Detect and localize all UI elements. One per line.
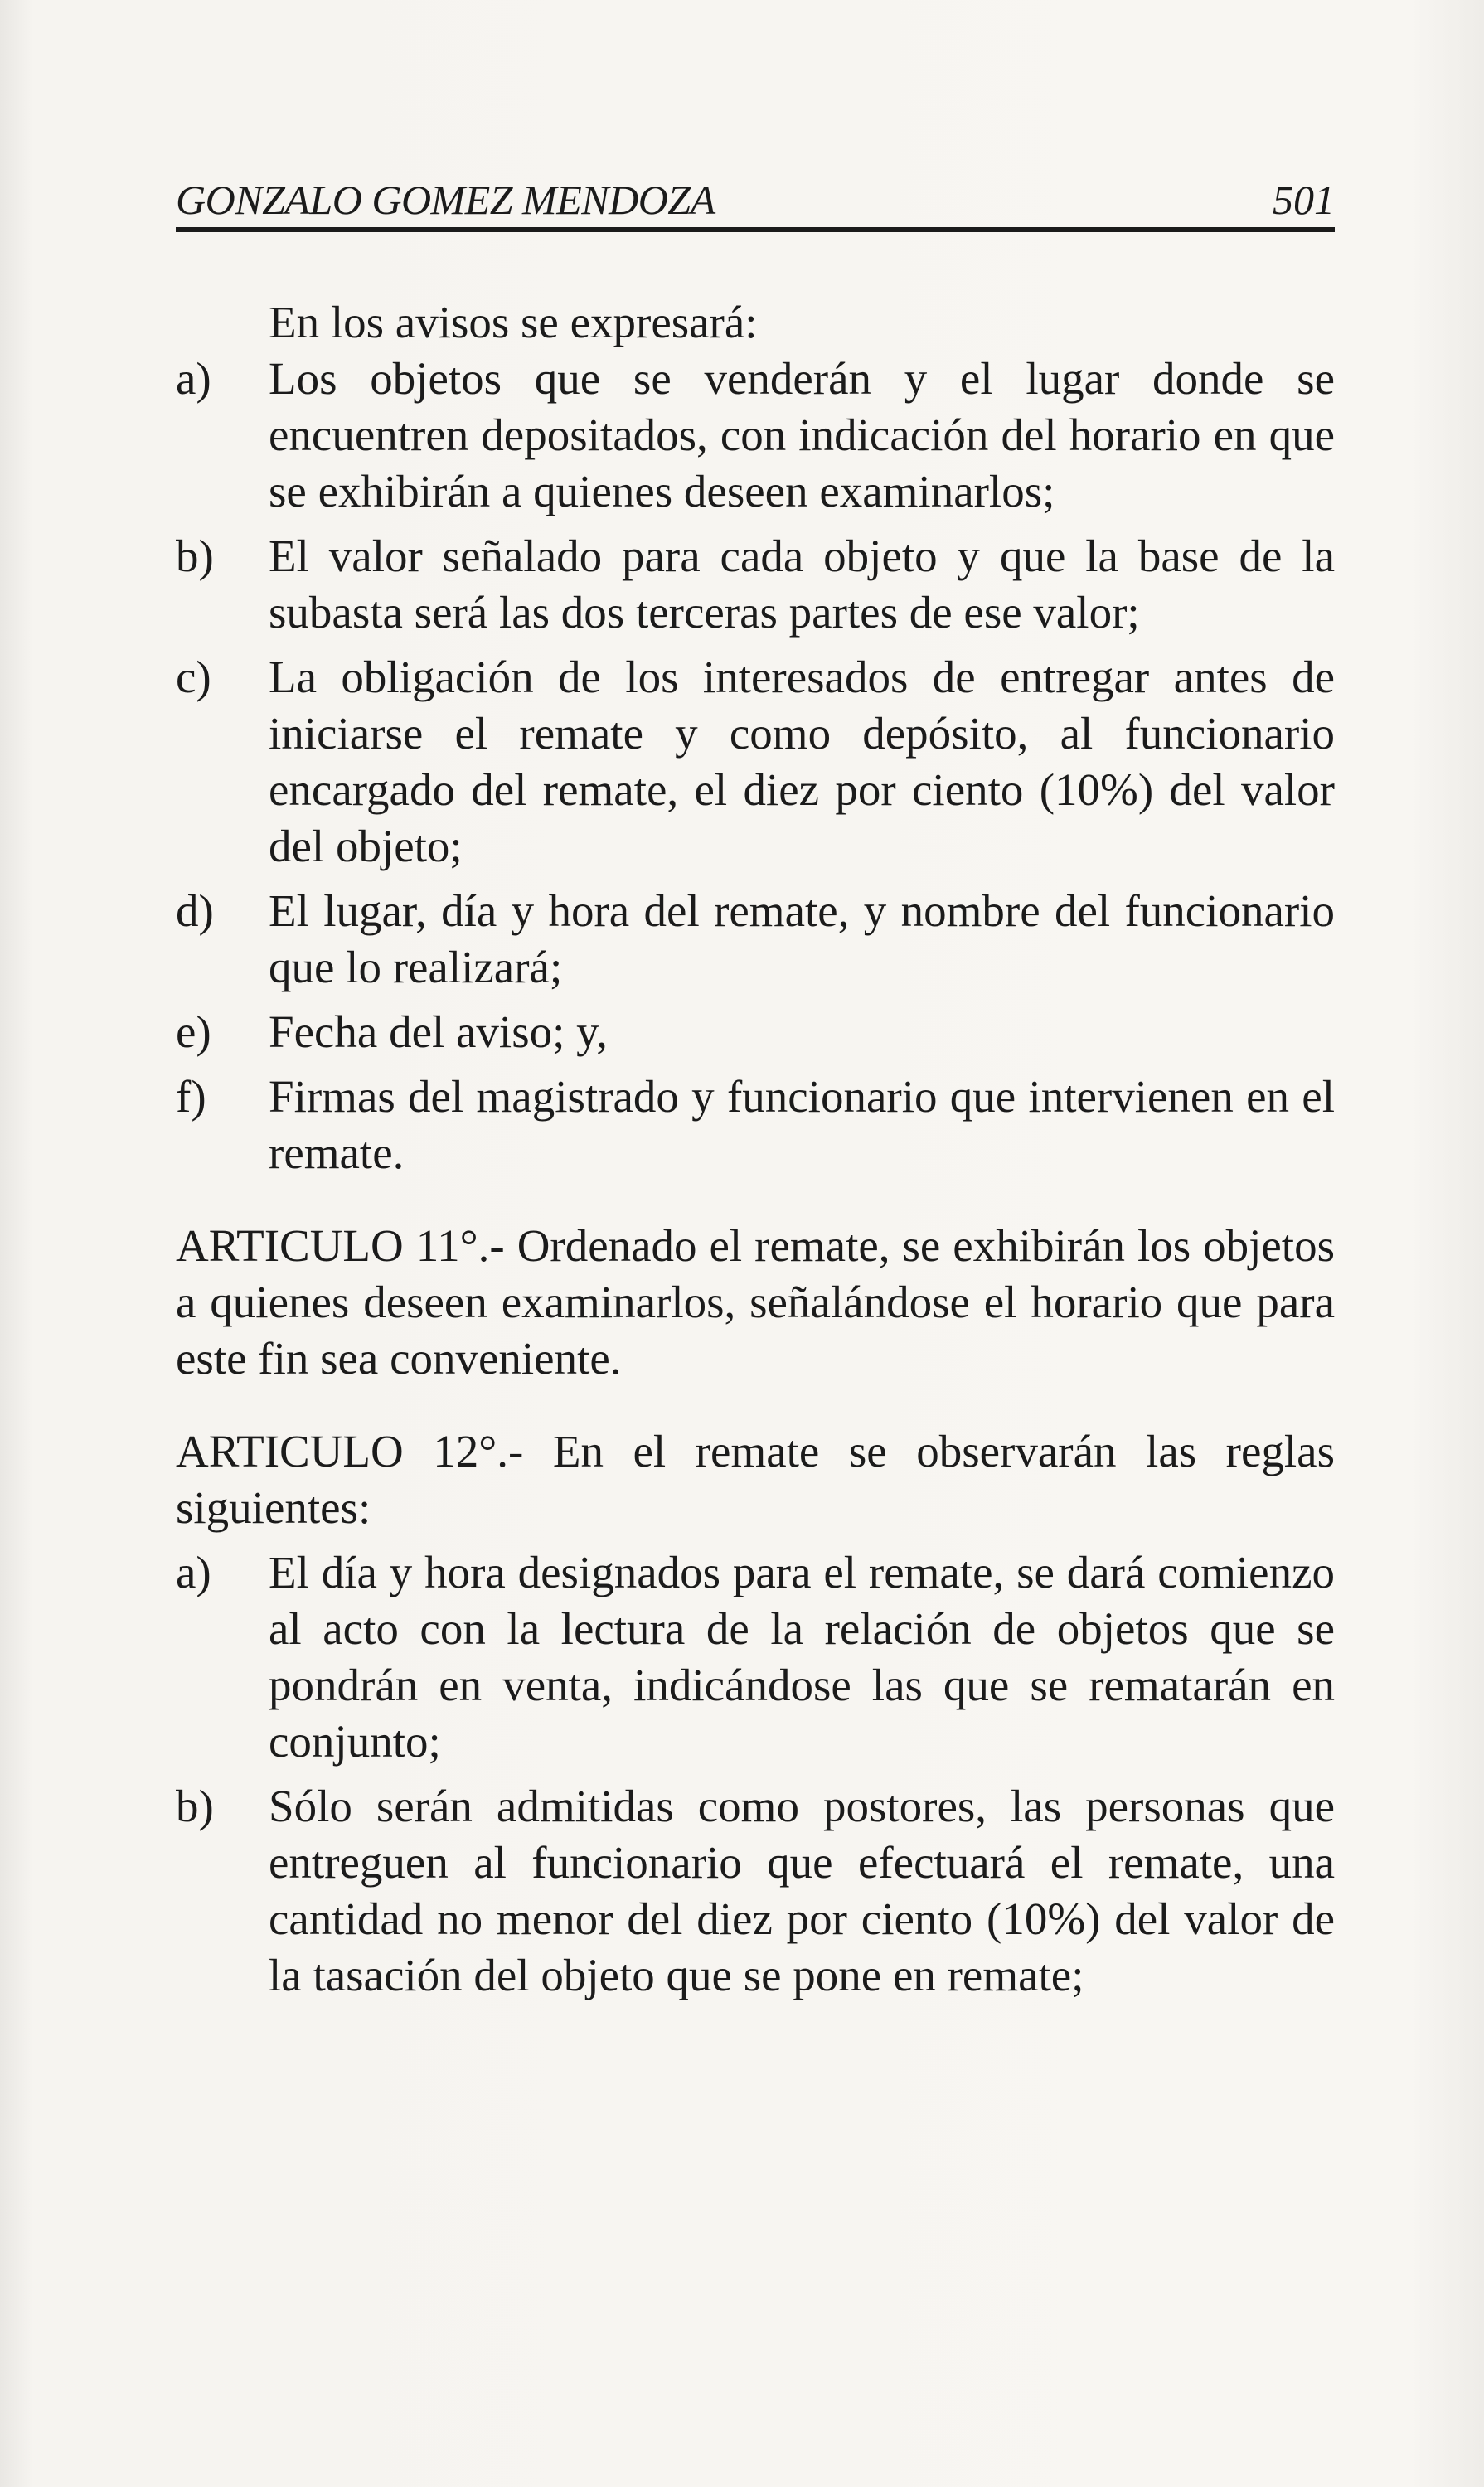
- list-item-text: Sólo serán admitidas como postores, las personas que entreguen al funcionario que efectuará el remate, una cantidad no menor del diez por ciento (10%) del valor de la tasación del objeto que se pone en remate;: [269, 1781, 1335, 2000]
- list-item-letter: a): [176, 353, 211, 404]
- list-item-letter: c): [176, 652, 211, 702]
- list-item-letter: e): [176, 1006, 211, 1057]
- list-item: [176, 351, 1335, 520]
- list-item: [176, 1778, 1335, 2004]
- list-item: [176, 528, 1335, 641]
- list-item-letter: d): [176, 885, 214, 936]
- list-item: [176, 1544, 1335, 1770]
- list-item-letter: b): [176, 1781, 214, 1831]
- list-item-text: Fecha del aviso; y,: [269, 1006, 608, 1057]
- article-11: ARTICULO 11°.- Ordenado el remate, se exhibirán los objetos a quienes deseen examinarlos, señalándose el horario que para este fin sea conveniente.: [176, 1220, 1335, 1384]
- list-item-text: El día y hora designados para el remate, se dará comienzo al acto con la lectura de la relación de objetos que se pondrán en venta, indicándose las que se rematarán en conjunto;: [269, 1547, 1335, 1767]
- list-item-letter: a): [176, 1547, 211, 1597]
- list-item-text: El lugar, día y hora del remate, y nombre del funcionario que lo realizará;: [269, 885, 1335, 992]
- list-item: [176, 649, 1335, 875]
- list-item-text: Los objetos que se venderán y el lugar donde se encuentren depositados, con indicación del horario en que se exhibirán a quienes deseen examinarlos;: [269, 353, 1335, 516]
- intro-paragraph: En los avisos se expresará:: [269, 297, 758, 347]
- list-item-letter: b): [176, 531, 214, 581]
- list-item: [176, 1004, 1335, 1060]
- page-body: [176, 294, 1335, 2004]
- list-item: [176, 1069, 1335, 1181]
- list-item-letter: f): [176, 1071, 206, 1122]
- article-12: ARTICULO 12°.- En el remate se observarán las reglas siguientes:: [176, 1426, 1335, 1533]
- page-number: 501: [1273, 177, 1335, 223]
- header-author: GONZALO GOMEZ MENDOZA: [176, 177, 715, 223]
- list-item-text: El valor señalado para cada objeto y que la base de la subasta será las dos terceras partes de ese valor;: [269, 531, 1335, 638]
- list-item: [176, 883, 1335, 996]
- list-item-text: La obligación de los interesados de entregar antes de iniciarse el remate y como depósito, al funcionario encargado del remate, el diez por ciento (10%) del valor del objeto;: [269, 652, 1335, 871]
- running-header: [176, 176, 1335, 232]
- list-item-text: Firmas del magistrado y funcionario que intervienen en el remate.: [269, 1071, 1335, 1178]
